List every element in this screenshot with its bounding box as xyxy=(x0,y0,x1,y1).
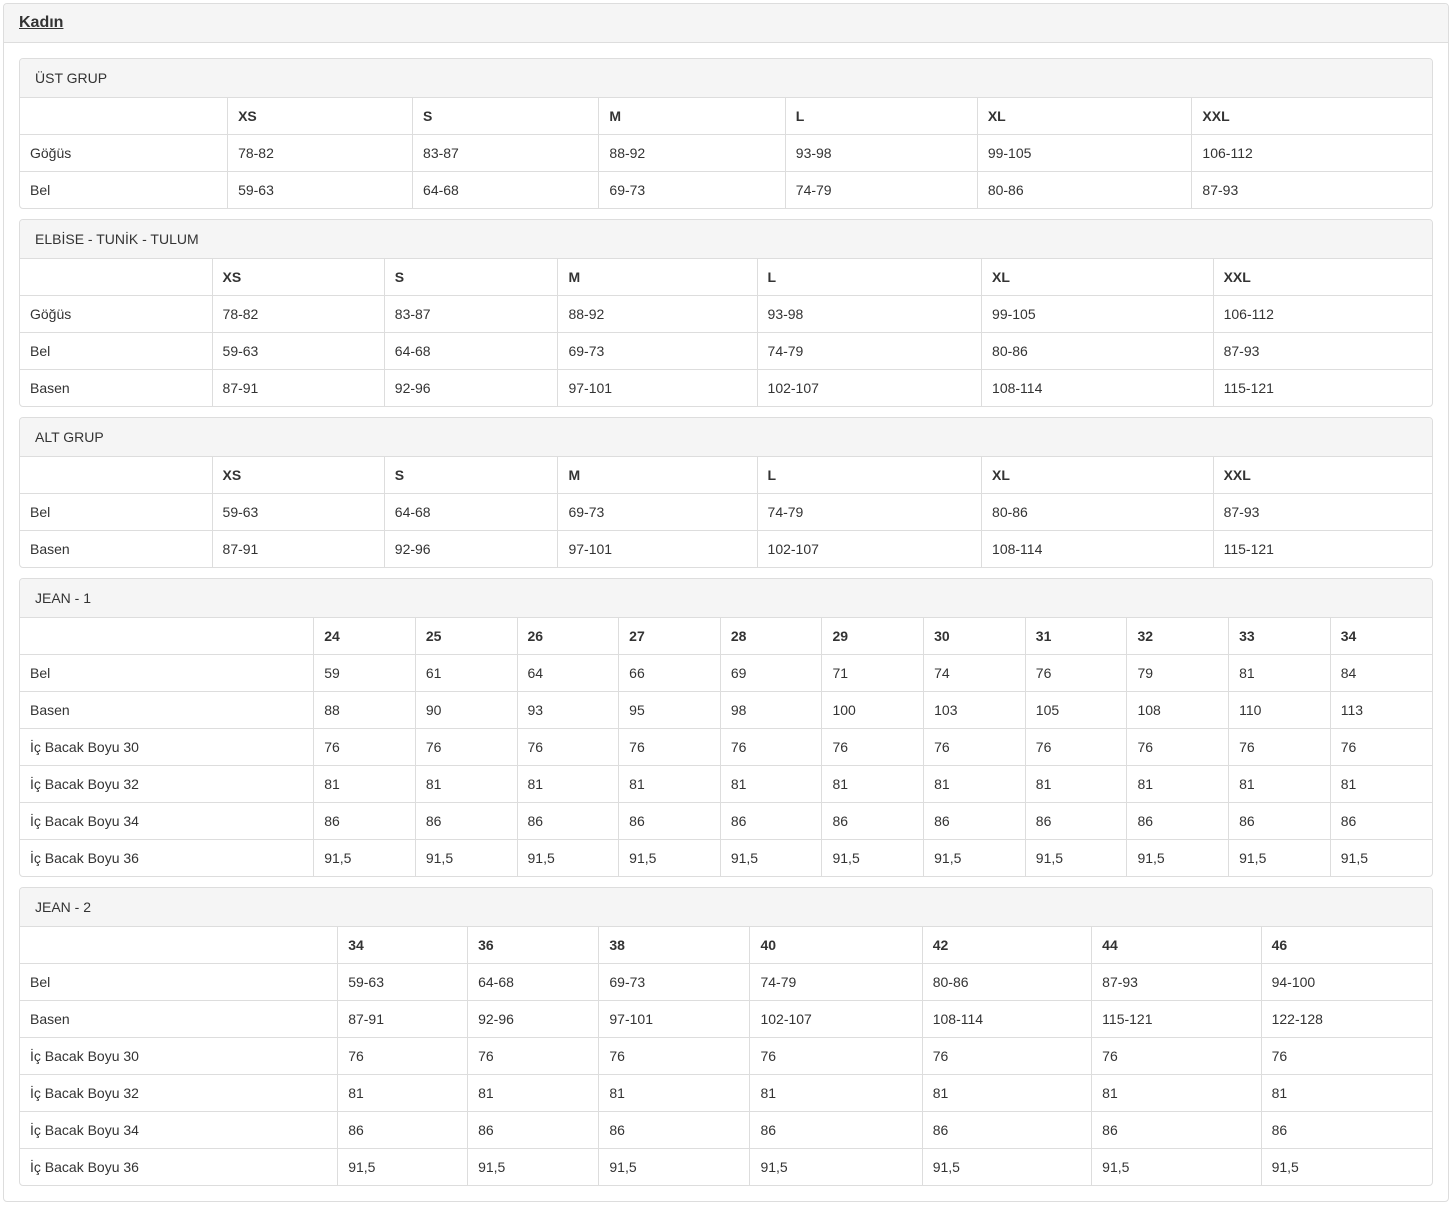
size-value: 81 xyxy=(619,766,721,803)
size-group-panel xyxy=(19,417,1433,568)
size-value: 76 xyxy=(338,1038,468,1075)
column-header: 42 xyxy=(922,927,1091,964)
size-value: 102-107 xyxy=(750,1001,922,1038)
size-value: 59 xyxy=(314,655,416,692)
column-header: S xyxy=(384,457,558,494)
size-value: 100 xyxy=(822,692,924,729)
size-value: 91,5 xyxy=(338,1149,468,1186)
column-header: 29 xyxy=(822,618,924,655)
section-title: ÜST GRUP xyxy=(35,70,108,86)
table-row xyxy=(20,964,1432,1001)
table-row xyxy=(20,370,1432,407)
size-value: 86 xyxy=(314,803,416,840)
size-value: 80-86 xyxy=(922,964,1091,1001)
size-value: 64-68 xyxy=(384,494,558,531)
column-header: 27 xyxy=(619,618,721,655)
size-value: 76 xyxy=(415,729,517,766)
row-label: Bel xyxy=(20,494,212,531)
row-label: Basen xyxy=(20,531,212,568)
size-value: 88-92 xyxy=(599,135,785,172)
size-value: 87-93 xyxy=(1213,494,1432,531)
column-header xyxy=(20,259,212,296)
size-value: 92-96 xyxy=(468,1001,599,1038)
size-value: 81 xyxy=(314,766,416,803)
size-value: 76 xyxy=(619,729,721,766)
size-value: 102-107 xyxy=(757,370,982,407)
size-value: 80-86 xyxy=(982,494,1214,531)
size-value: 80-86 xyxy=(977,172,1192,209)
size-value: 66 xyxy=(619,655,721,692)
size-table-head xyxy=(20,927,1432,964)
size-value: 59-63 xyxy=(212,333,384,370)
size-value: 81 xyxy=(922,1075,1091,1112)
table-row xyxy=(20,655,1432,692)
size-value: 115-121 xyxy=(1213,531,1432,568)
size-value: 91,5 xyxy=(314,840,416,877)
size-value: 81 xyxy=(1025,766,1127,803)
size-value: 81 xyxy=(1092,1075,1261,1112)
size-value: 88-92 xyxy=(558,296,757,333)
size-group-panel xyxy=(19,58,1433,209)
table-row xyxy=(20,840,1432,877)
size-value: 115-121 xyxy=(1213,370,1432,407)
column-header: L xyxy=(757,259,982,296)
size-value: 76 xyxy=(720,729,822,766)
size-value: 76 xyxy=(1261,1038,1432,1075)
section-title: ELBİSE - TUNİK - TULUM xyxy=(35,231,199,247)
size-table-head xyxy=(20,259,1432,296)
size-value: 113 xyxy=(1330,692,1432,729)
table-row xyxy=(20,494,1432,531)
size-group-panel xyxy=(19,887,1433,1186)
header-row xyxy=(20,618,1432,655)
size-value: 74-79 xyxy=(757,333,982,370)
column-header: XS xyxy=(212,457,384,494)
table-row xyxy=(20,1001,1432,1038)
size-value: 86 xyxy=(822,803,924,840)
column-header: 30 xyxy=(924,618,1026,655)
size-value: 86 xyxy=(619,803,721,840)
column-header: M xyxy=(599,98,785,135)
size-value: 88 xyxy=(314,692,416,729)
size-value: 108-114 xyxy=(982,531,1214,568)
header-row xyxy=(20,98,1432,135)
column-header xyxy=(20,457,212,494)
size-value: 81 xyxy=(720,766,822,803)
table-row xyxy=(20,729,1432,766)
table-row xyxy=(20,531,1432,568)
size-value: 86 xyxy=(1025,803,1127,840)
size-value: 98 xyxy=(720,692,822,729)
column-header: 40 xyxy=(750,927,922,964)
size-value: 81 xyxy=(338,1075,468,1112)
size-value: 108-114 xyxy=(922,1001,1091,1038)
size-value: 79 xyxy=(1127,655,1229,692)
size-value: 76 xyxy=(468,1038,599,1075)
size-table-head xyxy=(20,618,1432,655)
size-value: 81 xyxy=(822,766,924,803)
size-value: 95 xyxy=(619,692,721,729)
size-value: 87-93 xyxy=(1192,172,1432,209)
size-value: 93 xyxy=(517,692,619,729)
page-header xyxy=(4,4,1448,43)
table-row xyxy=(20,766,1432,803)
table-row xyxy=(20,333,1432,370)
size-value: 83-87 xyxy=(384,296,558,333)
size-value: 103 xyxy=(924,692,1026,729)
table-row xyxy=(20,1112,1432,1149)
column-header: 36 xyxy=(468,927,599,964)
size-value: 86 xyxy=(338,1112,468,1149)
column-header: 34 xyxy=(1330,618,1432,655)
column-header: S xyxy=(413,98,599,135)
size-value: 86 xyxy=(1261,1112,1432,1149)
size-value: 99-105 xyxy=(982,296,1214,333)
header-row xyxy=(20,259,1432,296)
size-value: 91,5 xyxy=(750,1149,922,1186)
column-header: XXL xyxy=(1213,457,1432,494)
size-value: 91,5 xyxy=(1025,840,1127,877)
page-title-link[interactable]: Kadın xyxy=(19,14,64,31)
panel-heading xyxy=(20,418,1432,457)
size-value: 91,5 xyxy=(1261,1149,1432,1186)
row-label: Basen xyxy=(20,692,314,729)
column-header xyxy=(20,618,314,655)
size-value: 99-105 xyxy=(977,135,1192,172)
column-header: XL xyxy=(982,457,1214,494)
header-row xyxy=(20,927,1432,964)
size-value: 81 xyxy=(517,766,619,803)
row-label: Bel xyxy=(20,655,314,692)
row-label: Basen xyxy=(20,370,212,407)
size-table-head xyxy=(20,98,1432,135)
row-label: Bel xyxy=(20,172,228,209)
size-value: 76 xyxy=(924,729,1026,766)
size-value: 122-128 xyxy=(1261,1001,1432,1038)
section-title: JEAN - 1 xyxy=(35,590,92,606)
size-value: 59-63 xyxy=(338,964,468,1001)
table-row xyxy=(20,692,1432,729)
row-label: Göğüs xyxy=(20,296,212,333)
size-value: 81 xyxy=(1261,1075,1432,1112)
size-value: 83-87 xyxy=(413,135,599,172)
table-row xyxy=(20,135,1432,172)
size-value: 69-73 xyxy=(599,172,785,209)
column-header: 28 xyxy=(720,618,822,655)
column-header: XS xyxy=(212,259,384,296)
table-row xyxy=(20,1038,1432,1075)
size-chart-page xyxy=(3,3,1449,1202)
size-value: 76 xyxy=(599,1038,750,1075)
size-value: 86 xyxy=(750,1112,922,1149)
size-value: 91,5 xyxy=(822,840,924,877)
size-value: 74 xyxy=(924,655,1026,692)
column-header: XXL xyxy=(1213,259,1432,296)
size-value: 81 xyxy=(599,1075,750,1112)
size-value: 86 xyxy=(517,803,619,840)
size-value: 76 xyxy=(1025,655,1127,692)
column-header: 44 xyxy=(1092,927,1261,964)
size-value: 92-96 xyxy=(384,531,558,568)
size-value: 74-79 xyxy=(750,964,922,1001)
table-row xyxy=(20,803,1432,840)
size-value: 91,5 xyxy=(599,1149,750,1186)
column-header: 24 xyxy=(314,618,416,655)
size-table xyxy=(20,259,1432,406)
size-value: 76 xyxy=(750,1038,922,1075)
size-value: 86 xyxy=(922,1112,1091,1149)
column-header: 25 xyxy=(415,618,517,655)
size-value: 91,5 xyxy=(924,840,1026,877)
panel-heading xyxy=(20,888,1432,927)
size-group-panel xyxy=(19,578,1433,877)
size-table-body xyxy=(20,964,1432,1186)
size-value: 69-73 xyxy=(599,964,750,1001)
size-value: 91,5 xyxy=(415,840,517,877)
size-table-head xyxy=(20,457,1432,494)
size-value: 97-101 xyxy=(558,370,757,407)
size-value: 106-112 xyxy=(1213,296,1432,333)
section-title: ALT GRUP xyxy=(35,429,104,445)
panel-heading xyxy=(20,59,1432,98)
size-value: 81 xyxy=(1229,655,1331,692)
column-header: XL xyxy=(977,98,1192,135)
size-value: 64-68 xyxy=(413,172,599,209)
row-label: İç Bacak Boyu 32 xyxy=(20,766,314,803)
size-value: 108 xyxy=(1127,692,1229,729)
table-row xyxy=(20,1149,1432,1186)
size-table-body xyxy=(20,296,1432,407)
size-value: 91,5 xyxy=(1330,840,1432,877)
size-value: 76 xyxy=(1127,729,1229,766)
size-table-body xyxy=(20,135,1432,209)
size-table-body xyxy=(20,494,1432,568)
header-row xyxy=(20,457,1432,494)
row-label: Bel xyxy=(20,333,212,370)
row-label: İç Bacak Boyu 36 xyxy=(20,1149,338,1186)
row-label: Basen xyxy=(20,1001,338,1038)
size-value: 81 xyxy=(1229,766,1331,803)
size-value: 69-73 xyxy=(558,494,757,531)
size-table xyxy=(20,927,1432,1185)
size-value: 64 xyxy=(517,655,619,692)
column-header: 46 xyxy=(1261,927,1432,964)
column-header: L xyxy=(757,457,982,494)
size-value: 74-79 xyxy=(757,494,982,531)
size-value: 61 xyxy=(415,655,517,692)
size-table-body xyxy=(20,655,1432,877)
size-value: 76 xyxy=(517,729,619,766)
column-header: 34 xyxy=(338,927,468,964)
row-label: İç Bacak Boyu 30 xyxy=(20,1038,338,1075)
size-value: 105 xyxy=(1025,692,1127,729)
size-value: 91,5 xyxy=(517,840,619,877)
size-value: 69 xyxy=(720,655,822,692)
column-header: XS xyxy=(228,98,413,135)
size-value: 92-96 xyxy=(384,370,558,407)
column-header: L xyxy=(785,98,977,135)
size-value: 76 xyxy=(314,729,416,766)
size-value: 102-107 xyxy=(757,531,982,568)
size-value: 86 xyxy=(1330,803,1432,840)
size-value: 76 xyxy=(1092,1038,1261,1075)
size-value: 110 xyxy=(1229,692,1331,729)
size-value: 91,5 xyxy=(922,1149,1091,1186)
column-header: 26 xyxy=(517,618,619,655)
row-label: İç Bacak Boyu 32 xyxy=(20,1075,338,1112)
size-value: 86 xyxy=(924,803,1026,840)
column-header: 31 xyxy=(1025,618,1127,655)
size-value: 86 xyxy=(599,1112,750,1149)
size-value: 91,5 xyxy=(1229,840,1331,877)
row-label: İç Bacak Boyu 30 xyxy=(20,729,314,766)
size-value: 86 xyxy=(1127,803,1229,840)
size-value: 87-93 xyxy=(1213,333,1432,370)
panel-heading xyxy=(20,579,1432,618)
column-header: 38 xyxy=(599,927,750,964)
size-value: 86 xyxy=(720,803,822,840)
size-value: 91,5 xyxy=(619,840,721,877)
size-value: 94-100 xyxy=(1261,964,1432,1001)
row-label: İç Bacak Boyu 36 xyxy=(20,840,314,877)
size-value: 91,5 xyxy=(1127,840,1229,877)
size-value: 76 xyxy=(822,729,924,766)
size-value: 87-91 xyxy=(212,370,384,407)
size-table xyxy=(20,457,1432,567)
sections xyxy=(4,43,1448,1201)
size-value: 76 xyxy=(1025,729,1127,766)
column-header: XXL xyxy=(1192,98,1432,135)
size-value: 64-68 xyxy=(384,333,558,370)
table-row xyxy=(20,296,1432,333)
size-value: 81 xyxy=(1127,766,1229,803)
size-table xyxy=(20,98,1432,208)
size-value: 87-91 xyxy=(212,531,384,568)
row-label: Bel xyxy=(20,964,338,1001)
size-value: 84 xyxy=(1330,655,1432,692)
row-label: Göğüs xyxy=(20,135,228,172)
size-value: 87-93 xyxy=(1092,964,1261,1001)
size-value: 76 xyxy=(1330,729,1432,766)
size-value: 86 xyxy=(1229,803,1331,840)
column-header xyxy=(20,98,228,135)
size-value: 76 xyxy=(922,1038,1091,1075)
size-value: 90 xyxy=(415,692,517,729)
column-header: 32 xyxy=(1127,618,1229,655)
section-title: JEAN - 2 xyxy=(35,899,92,915)
size-value: 115-121 xyxy=(1092,1001,1261,1038)
size-value: 81 xyxy=(750,1075,922,1112)
size-value: 106-112 xyxy=(1192,135,1432,172)
size-value: 69-73 xyxy=(558,333,757,370)
table-row xyxy=(20,1075,1432,1112)
size-table xyxy=(20,618,1432,876)
size-value: 71 xyxy=(822,655,924,692)
size-value: 81 xyxy=(924,766,1026,803)
size-group-panel xyxy=(19,219,1433,407)
size-value: 97-101 xyxy=(599,1001,750,1038)
column-header xyxy=(20,927,338,964)
size-value: 86 xyxy=(468,1112,599,1149)
size-value: 86 xyxy=(1092,1112,1261,1149)
row-label: İç Bacak Boyu 34 xyxy=(20,1112,338,1149)
row-label: İç Bacak Boyu 34 xyxy=(20,803,314,840)
size-value: 74-79 xyxy=(785,172,977,209)
size-value: 81 xyxy=(468,1075,599,1112)
size-value: 87-91 xyxy=(338,1001,468,1038)
size-value: 81 xyxy=(415,766,517,803)
size-value: 80-86 xyxy=(982,333,1214,370)
size-value: 91,5 xyxy=(468,1149,599,1186)
size-value: 91,5 xyxy=(1092,1149,1261,1186)
size-value: 108-114 xyxy=(982,370,1214,407)
size-value: 59-63 xyxy=(228,172,413,209)
size-value: 97-101 xyxy=(558,531,757,568)
table-row xyxy=(20,172,1432,209)
column-header: M xyxy=(558,259,757,296)
column-header: S xyxy=(384,259,558,296)
size-value: 59-63 xyxy=(212,494,384,531)
panel-heading xyxy=(20,220,1432,259)
size-value: 78-82 xyxy=(228,135,413,172)
size-value: 76 xyxy=(1229,729,1331,766)
column-header: M xyxy=(558,457,757,494)
column-header: XL xyxy=(982,259,1214,296)
size-value: 81 xyxy=(1330,766,1432,803)
size-value: 78-82 xyxy=(212,296,384,333)
size-value: 86 xyxy=(415,803,517,840)
size-value: 93-98 xyxy=(785,135,977,172)
column-header: 33 xyxy=(1229,618,1331,655)
size-value: 64-68 xyxy=(468,964,599,1001)
size-value: 91,5 xyxy=(720,840,822,877)
size-value: 93-98 xyxy=(757,296,982,333)
